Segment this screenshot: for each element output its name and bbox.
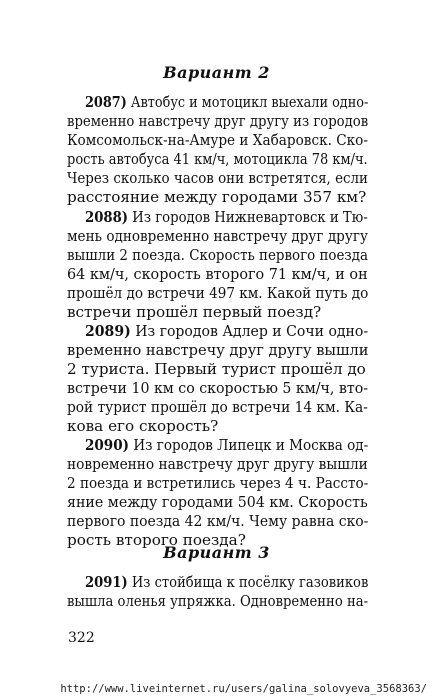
problem-2087-line-5: Через сколько часов они встретятся, если — [67, 169, 368, 187]
problem-2087-line-2: временно навстречу друг другу из городов — [67, 112, 369, 130]
problem-2087-line-1: 2087) Автобус и мотоцикл выехали одно- — [85, 93, 369, 111]
problem-2091-line-1: 2091) Из стойбища к посёлку газовиков — [85, 573, 369, 591]
problem-2090-line-6: рость второго поезда? — [67, 531, 246, 549]
problem-2091-line-2: вышла оленья упряжка. Одновременно на- — [67, 592, 369, 610]
problem-2087-line-3: Комсомольск-на-Амуре и Хабаровск. Ско- — [67, 131, 368, 149]
page-number: 322 — [68, 630, 95, 646]
problem-number-2088: 2088) — [85, 208, 129, 226]
problem-2089-line-5: рой турист прошёл до встречи 14 км. Ка- — [67, 398, 368, 416]
section-heading-variant-3: Вариант 3 — [163, 543, 270, 562]
problem-2087-line-6: расстояние между городами 357 км? — [67, 188, 367, 206]
problem-2090-line-2: новременно навстречу друг другу вышли — [67, 455, 368, 473]
problem-2087-line-4: рость автобуса 41 км/ч, мотоцикла 78 км/ч. — [67, 150, 368, 168]
problem-2089-line-1: 2089) Из городов Адлер и Сочи одно- — [85, 322, 369, 340]
problem-2088-line-6: встречи прошёл первый поезд? — [67, 303, 322, 321]
problem-2090-line-1: 2090) Из городов Липецк и Москва од- — [85, 436, 369, 454]
problem-2090-line-5: первого поезда 42 км/ч. Чему равна ско- — [67, 512, 369, 530]
problem-2089-line-6: кова его скорость? — [67, 417, 219, 435]
problem-2089-line-4: встречи 10 км со скоростью 5 км/ч, вто- — [67, 379, 369, 397]
problem-number-2091: 2091) — [85, 573, 128, 591]
problem-2090-line-3: 2 поезда и встретились через 4 ч. Рассто- — [67, 474, 369, 492]
problem-number-2090: 2090) — [85, 436, 130, 454]
problem-number-2089: 2089) — [85, 322, 131, 340]
problem-number-2087: 2087) — [85, 93, 127, 111]
problem-2089-line-2: временно навстречу друг другу вышли — [67, 341, 369, 359]
problem-2088-line-2: мень одновременно навстречу друг другу — [67, 227, 368, 245]
problem-2088-line-3: вышли 2 поезда. Скорость первого поезда — [67, 246, 368, 264]
problem-2088-line-5: прошёл до встречи 497 км. Какой путь до — [67, 284, 369, 302]
problem-2089-line-3: 2 туриста. Первый турист прошёл до — [67, 360, 366, 378]
problem-2088-line-4: 64 км/ч, скорость второго 71 км/ч, и он — [67, 265, 368, 283]
section-heading-variant-2: Вариант 2 — [163, 63, 270, 82]
problem-2088-line-1: 2088) Из городов Нижневартовск и Тю- — [85, 208, 368, 226]
source-url-watermark: http://www.liveinternet.ru/users/galina_solovyeva_3568363/ — [60, 683, 427, 695]
problem-2090-line-4: яние между городами 504 км. Скорость — [67, 493, 368, 511]
